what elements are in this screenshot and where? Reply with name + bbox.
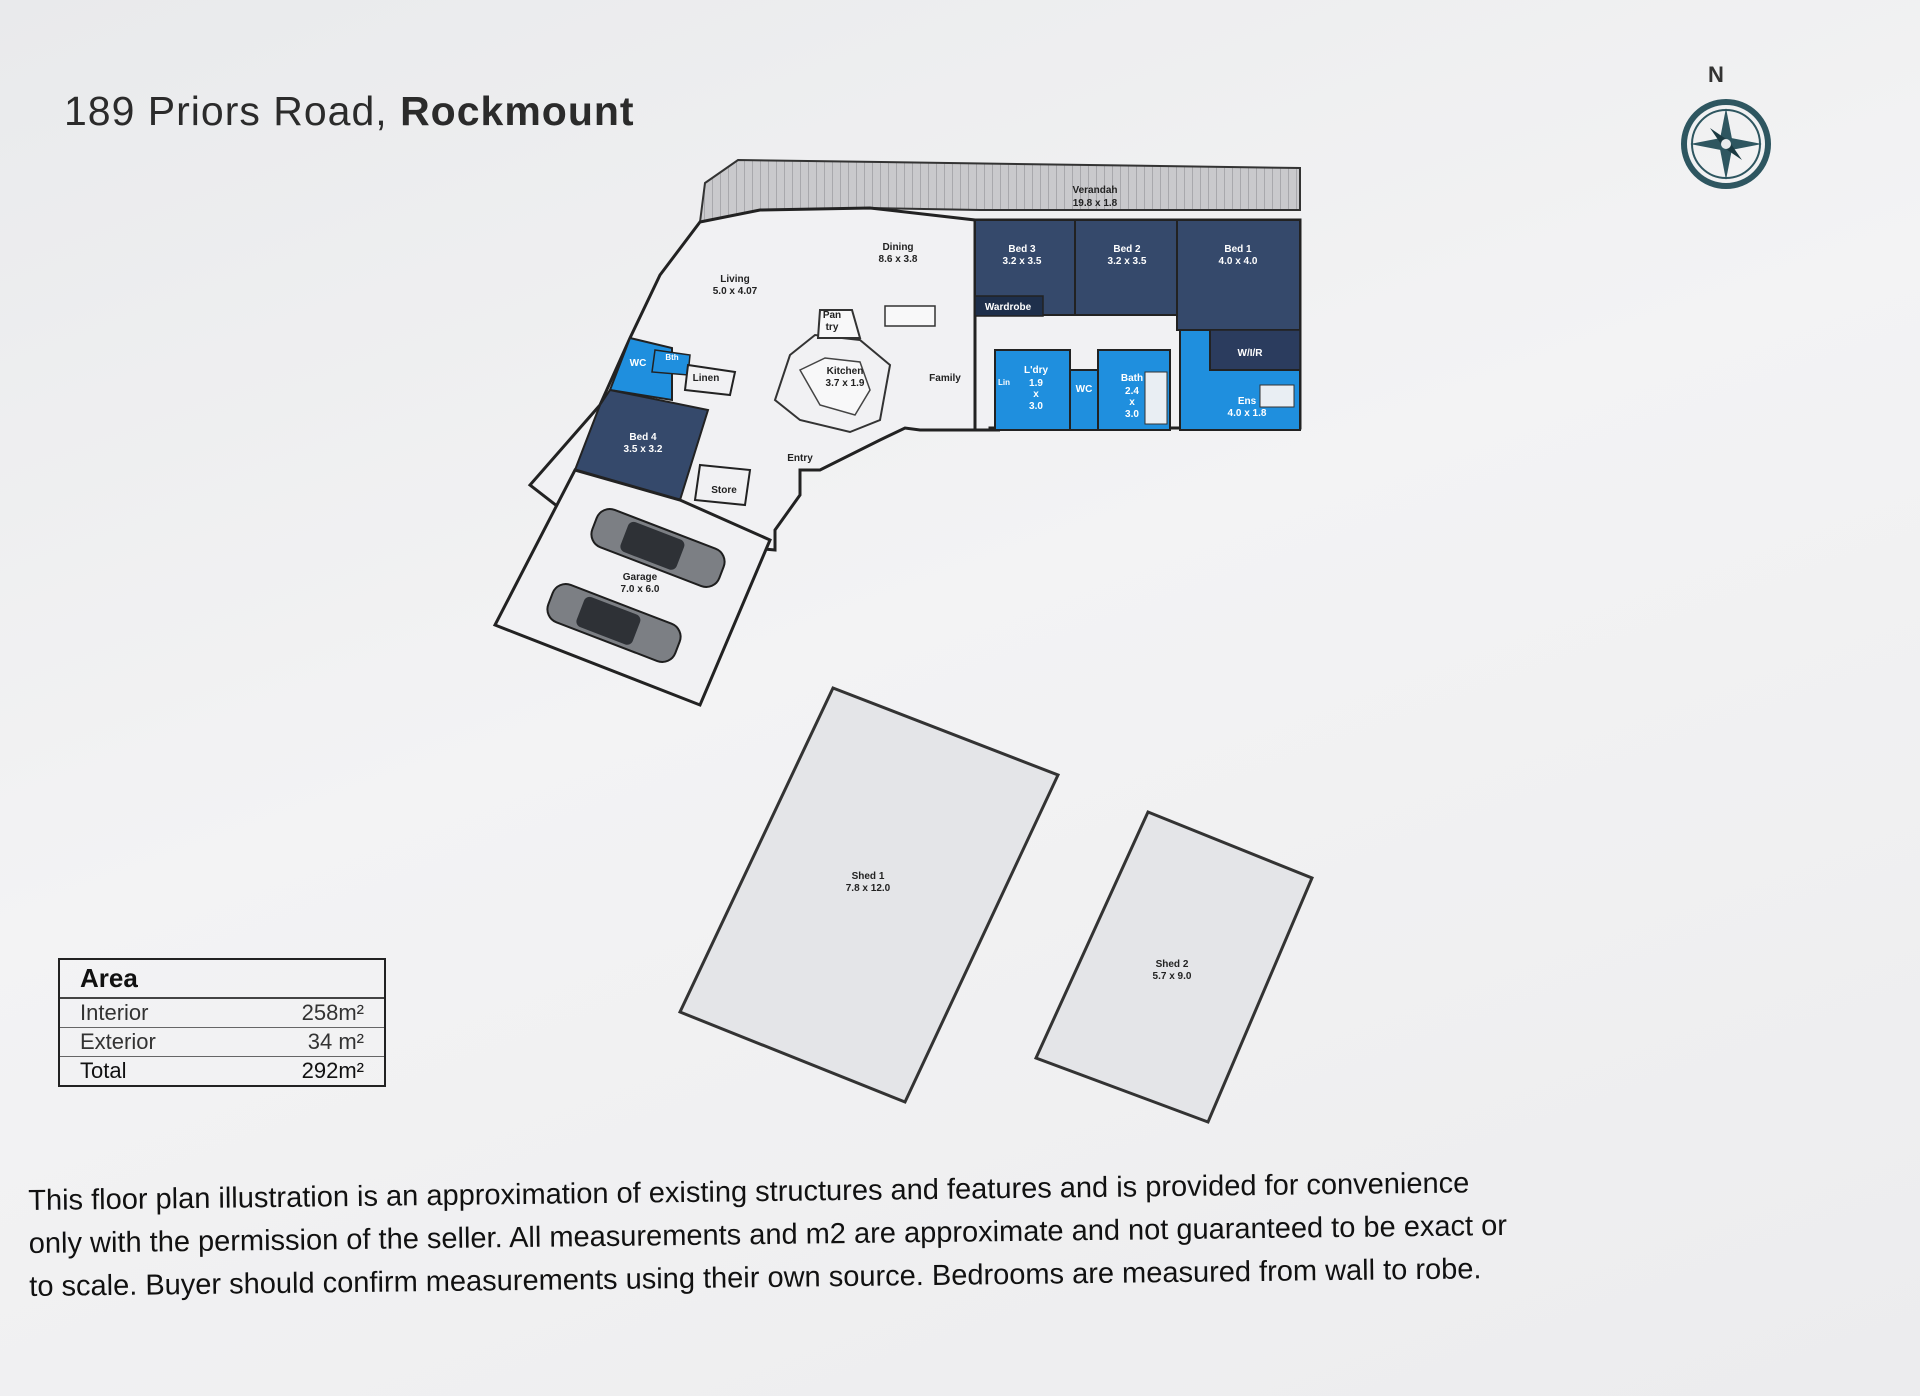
shed2-size: 5.7 x 9.0 [1152,971,1192,982]
north-label: N [1708,62,1724,87]
bath-size-1: 2.4 [1125,386,1139,397]
suburb-text: Rockmount [400,88,635,134]
linen-label: Linen [692,373,720,384]
area-table-title: Area [60,960,384,999]
garage-size: 7.0 x 6.0 [620,584,660,595]
laundry-size-1: 1.9 [1029,378,1043,389]
bath-label: Bath [1120,373,1144,384]
disclaimer-line: to scale. Buyer should confirm measurements using their own source. Bedrooms are measured from wall to robe. [29,1253,1482,1303]
disclaimer-line: This floor plan illustration is an approximation of existing structures and features and is provided for convenience [28,1167,1470,1217]
area-row-interior [60,999,384,1028]
bed4-label: Bed 4 [629,432,657,443]
bed1-size: 4.0 x 4.0 [1218,256,1258,267]
area-row-exterior [60,1028,384,1057]
shed1-size: 7.8 x 12.0 [845,883,891,894]
lin-label: Lin [998,378,1010,387]
bed3-label: Bed 3 [1008,244,1036,255]
kitchen-counter [885,306,935,326]
entry-label: Entry [787,453,813,464]
bed4-size: 3.5 x 3.2 [623,444,663,455]
ensuite-fixture [1260,385,1294,407]
disclaimer-line: only with the permission of the seller. All measurements and m2 are approximate and not guaranteed to be exact or [28,1209,1508,1260]
address-text: 189 Priors Road, [64,88,388,134]
kitchen-size: 3.7 x 1.9 [825,378,865,389]
bed2-label: Bed 2 [1113,244,1141,255]
area-value: 34 m² [307,1029,364,1054]
ensuite-label: Ens [1237,396,1257,407]
kitchen-label: Kitchen [826,366,864,377]
laundry-label: L'dry [1023,365,1049,376]
garage-label: Garage [622,572,658,583]
area-value: 292m² [301,1058,364,1083]
bath-fixture [1145,372,1167,424]
bath-size-2: x [1129,397,1135,408]
family-label: Family [929,373,961,384]
bed1-room [1177,220,1300,330]
wir-label: W/I/R [1237,348,1263,359]
wc-hall-label: WC [1075,384,1093,395]
shed2-label: Shed 2 [1155,959,1189,970]
area-label: Exterior [80,1029,156,1054]
dining-label: Dining [882,242,914,253]
pantry-label-2: try [825,322,839,333]
living-label: Living [720,274,750,285]
verandah-label: Verandah [1072,185,1118,196]
area-label: Interior [80,1000,149,1025]
area-table [58,958,386,1087]
wc-hall-room [1070,370,1098,430]
wc-west-label: WC [629,358,647,369]
shed1-label: Shed 1 [851,871,885,882]
area-value: 258m² [301,1000,364,1025]
laundry-size-2: x [1033,389,1039,400]
verandah-size: 19.8 x 1.8 [1072,198,1118,209]
bth-label: Bth [665,353,679,362]
bed1-label: Bed 1 [1224,244,1252,255]
bed3-size: 3.2 x 3.5 [1002,256,1042,267]
ensuite-size: 4.0 x 1.8 [1227,408,1267,419]
dining-size: 8.6 x 3.8 [878,254,918,265]
bed2-size: 3.2 x 3.5 [1107,256,1147,267]
laundry-size-3: 3.0 [1029,401,1043,412]
bed2-room [1075,220,1177,315]
area-label: Total [80,1058,127,1083]
area-row-total [60,1057,384,1085]
living-size: 5.0 x 4.07 [712,286,758,297]
pantry-label-1: Pan [822,310,842,321]
shed1 [680,688,1058,1102]
bath-size-3: 3.0 [1125,409,1139,420]
store-label: Store [711,485,737,496]
wardrobe-label: Wardrobe [984,302,1032,313]
disclaimer-text [28,1157,1909,1309]
